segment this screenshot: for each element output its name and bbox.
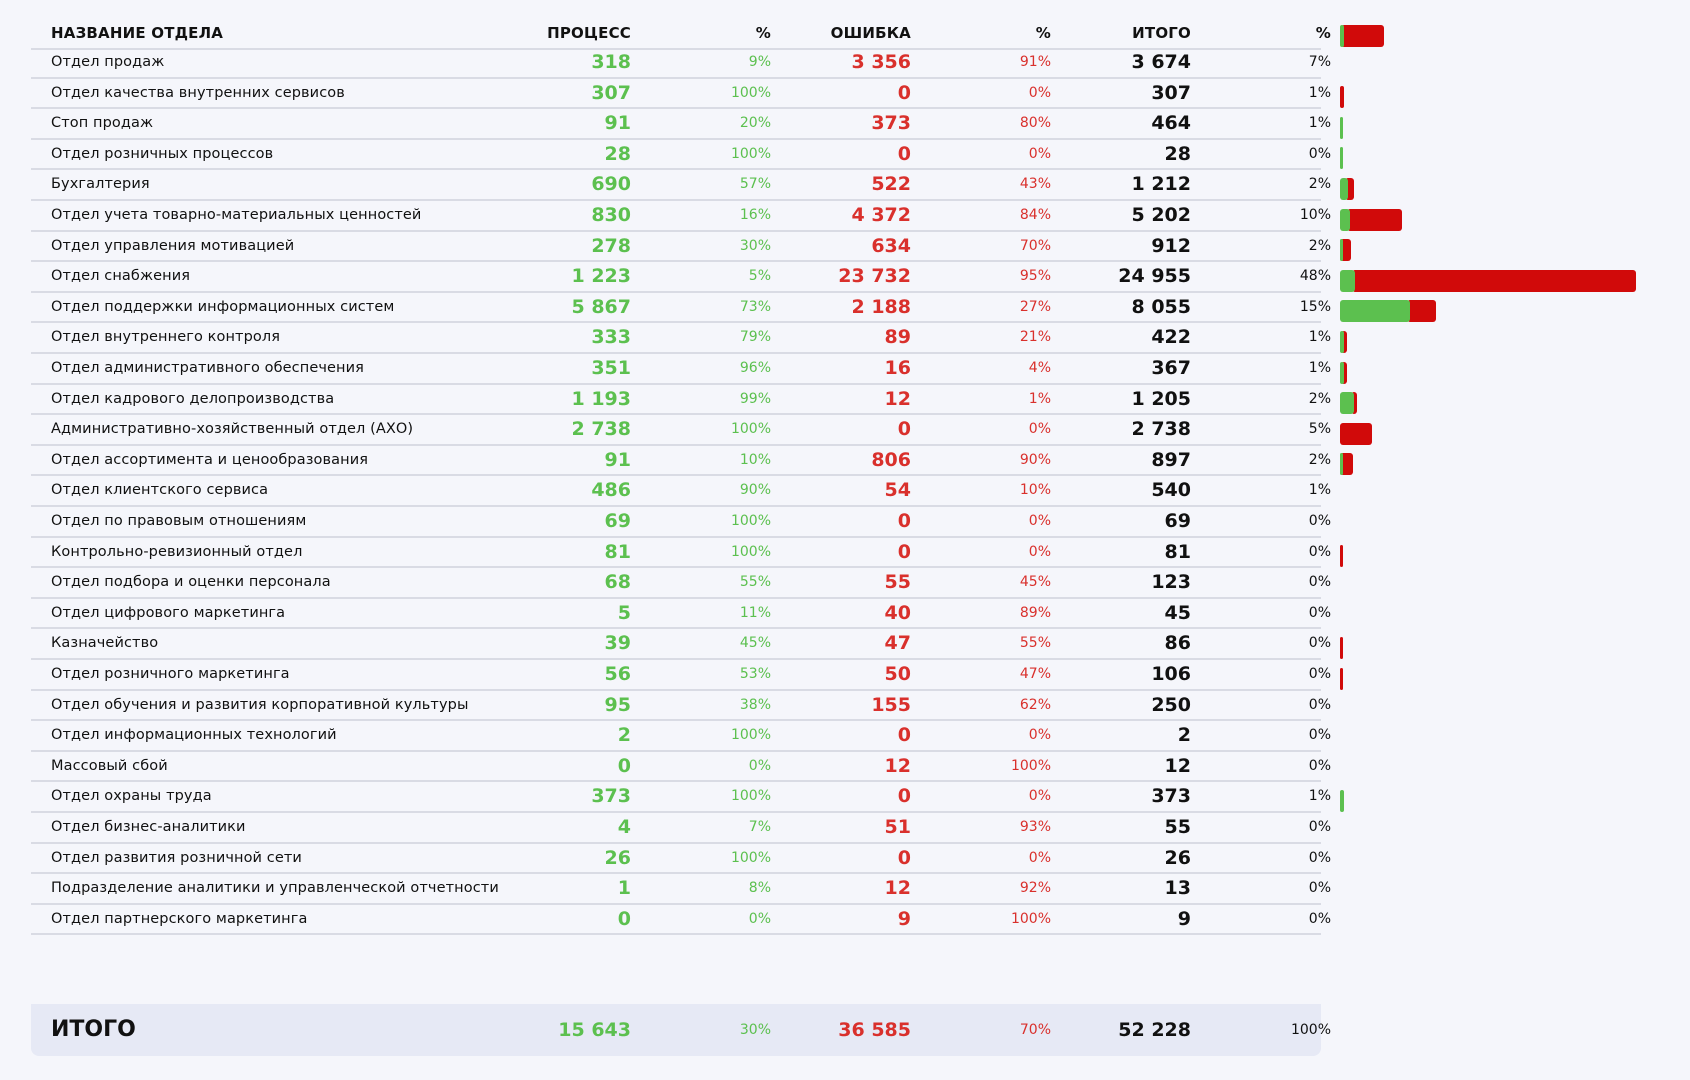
departments-table xyxy=(31,14,1331,1056)
row-total: 123 xyxy=(1151,571,1191,594)
row-error: 373 xyxy=(871,112,911,135)
row-process-pct: 100% xyxy=(730,421,771,438)
row-name: Отдел управления мотивацией xyxy=(51,237,295,254)
row-process: 56 xyxy=(604,663,631,685)
row-name: Бухгалтерия xyxy=(51,176,150,193)
row-error: 12 xyxy=(884,754,911,777)
totals-label: ИТОГО xyxy=(51,1017,136,1042)
row-process-pct: 100% xyxy=(730,849,771,866)
row-error-pct: 55% xyxy=(1019,635,1051,652)
row-total: 250 xyxy=(1151,693,1191,716)
table-row[interactable] xyxy=(31,323,1331,354)
stacked-bar-chart xyxy=(1340,14,1680,1056)
row-process-pct: 100% xyxy=(730,543,771,560)
row-error: 0 xyxy=(897,510,911,532)
row-total-pct: 1% xyxy=(1308,84,1331,101)
row-total-pct: 2% xyxy=(1308,451,1331,468)
row-total: 1 212 xyxy=(1131,173,1191,196)
row-error-pct: 95% xyxy=(1019,268,1051,285)
row-error: 16 xyxy=(884,357,911,379)
row-process: 1 193 xyxy=(571,387,631,410)
row-error: 12 xyxy=(884,387,911,410)
row-name: Отдел партнерского маркетинга xyxy=(51,910,308,927)
row-total-pct: 15% xyxy=(1299,298,1331,315)
row-process: 0 xyxy=(617,907,631,930)
row-total-pct: 7% xyxy=(1308,54,1331,70)
row-process: 351 xyxy=(591,357,631,379)
row-process-pct: 30% xyxy=(739,237,771,254)
row-process-pct: 5% xyxy=(748,268,771,285)
row-error: 3 356 xyxy=(851,51,911,73)
row-total-pct: 0% xyxy=(1308,635,1331,652)
row-total-pct: 2% xyxy=(1308,237,1331,254)
row-process-pct: 11% xyxy=(739,604,771,621)
row-error: 47 xyxy=(884,632,911,655)
row-process-pct: 45% xyxy=(739,635,771,652)
row-total: 24 955 xyxy=(1118,265,1191,288)
row-process: 4 xyxy=(617,816,631,838)
row-total: 3 674 xyxy=(1131,51,1191,73)
row-total-pct: 48% xyxy=(1299,268,1331,285)
table-row[interactable] xyxy=(31,293,1331,324)
row-error-pct: 0% xyxy=(1028,849,1051,866)
row-process-pct: 16% xyxy=(739,207,771,223)
table-row[interactable] xyxy=(31,48,1331,79)
table-row[interactable] xyxy=(31,721,1331,752)
table-row[interactable] xyxy=(31,752,1331,783)
row-total: 464 xyxy=(1151,112,1191,135)
row-process-pct: 99% xyxy=(739,390,771,407)
header-process-pct[interactable]: % xyxy=(755,24,771,42)
totals-total-pct: 100% xyxy=(1290,1022,1331,1038)
bar-process xyxy=(1340,392,1354,414)
table-row[interactable] xyxy=(31,599,1331,630)
row-process: 26 xyxy=(604,846,631,869)
row-total: 12 xyxy=(1164,754,1191,777)
row-process-pct: 79% xyxy=(739,329,771,346)
row-process-pct: 100% xyxy=(730,788,771,805)
row-error: 0 xyxy=(897,724,911,747)
row-process: 91 xyxy=(604,448,631,471)
row-name: Отдел информационных технологий xyxy=(51,727,337,744)
row-total-pct: 0% xyxy=(1308,574,1331,591)
row-error-pct: 0% xyxy=(1028,421,1051,438)
row-name: Отдел охраны труда xyxy=(51,788,212,805)
bar-process xyxy=(1340,25,1344,47)
row-total-pct: 1% xyxy=(1308,482,1331,499)
row-total-pct: 0% xyxy=(1308,880,1331,897)
table-row[interactable] xyxy=(31,844,1331,875)
table-row[interactable] xyxy=(31,262,1331,293)
row-total: 367 xyxy=(1151,357,1191,379)
bar-process xyxy=(1340,239,1343,261)
row-name: Отдел цифрового маркетинга xyxy=(51,604,286,621)
row-error-pct: 89% xyxy=(1019,604,1051,621)
header-total[interactable]: ИТОГО xyxy=(1132,24,1191,42)
row-total-pct: 2% xyxy=(1308,176,1331,193)
row-process: 830 xyxy=(591,204,631,226)
row-total-pct: 1% xyxy=(1308,329,1331,346)
row-name: Контрольно-ревизионный отдел xyxy=(51,543,303,560)
bar-error xyxy=(1340,668,1343,690)
row-total-pct: 1% xyxy=(1308,115,1331,132)
row-total-pct: 1% xyxy=(1308,788,1331,805)
bar-error xyxy=(1407,300,1436,322)
row-error: 2 188 xyxy=(851,295,911,318)
row-error: 54 xyxy=(884,479,911,502)
bar-error xyxy=(1352,270,1636,292)
row-total-pct: 1% xyxy=(1308,360,1331,376)
row-error-pct: 80% xyxy=(1019,115,1051,132)
row-error-pct: 91% xyxy=(1019,54,1051,70)
header-process[interactable]: ПРОЦЕСС xyxy=(547,24,631,42)
row-total-pct: 2% xyxy=(1308,390,1331,407)
row-process: 486 xyxy=(591,479,631,502)
row-error: 522 xyxy=(871,173,911,196)
row-error-pct: 47% xyxy=(1019,666,1051,682)
table-row[interactable] xyxy=(31,660,1331,691)
row-process: 81 xyxy=(604,540,631,563)
row-error: 0 xyxy=(897,785,911,808)
row-error: 634 xyxy=(871,234,911,257)
row-name: Административно-хозяйственный отдел (АХО) xyxy=(51,421,414,438)
row-process-pct: 8% xyxy=(748,880,771,897)
row-process: 68 xyxy=(604,571,631,594)
row-error: 4 372 xyxy=(851,204,911,226)
bar-process xyxy=(1340,453,1343,475)
row-process: 690 xyxy=(591,173,631,196)
row-process: 39 xyxy=(604,632,631,655)
bar-process xyxy=(1340,117,1343,139)
row-process: 1 xyxy=(617,877,631,900)
row-total: 373 xyxy=(1151,785,1191,808)
table-header xyxy=(31,14,1331,50)
row-total: 2 xyxy=(1177,724,1191,747)
table-row[interactable] xyxy=(31,905,1331,936)
row-process-pct: 9% xyxy=(748,54,771,70)
row-process-pct: 10% xyxy=(739,451,771,468)
row-name: Отдел розничных процессов xyxy=(51,145,274,162)
row-process-pct: 96% xyxy=(739,360,771,376)
bar-process xyxy=(1340,270,1355,292)
row-total-pct: 0% xyxy=(1308,910,1331,927)
table-row[interactable] xyxy=(31,140,1331,171)
row-total-pct: 5% xyxy=(1308,421,1331,438)
row-process-pct: 90% xyxy=(739,482,771,499)
row-name: Отдел внутреннего контроля xyxy=(51,329,281,346)
table-row[interactable] xyxy=(31,109,1331,140)
row-error: 0 xyxy=(897,81,911,104)
row-total: 422 xyxy=(1151,326,1191,349)
row-error: 806 xyxy=(871,448,911,471)
table-row[interactable] xyxy=(31,629,1331,660)
row-error-pct: 21% xyxy=(1019,329,1051,346)
totals-total: 52 228 xyxy=(1118,1019,1191,1041)
row-total-pct: 0% xyxy=(1308,757,1331,774)
row-name: Отдел развития розничной сети xyxy=(51,849,302,866)
bar-error xyxy=(1340,86,1344,108)
row-total: 1 205 xyxy=(1131,387,1191,410)
row-error-pct: 100% xyxy=(1010,757,1051,774)
row-process-pct: 100% xyxy=(730,145,771,162)
bar-process xyxy=(1340,209,1350,231)
row-error-pct: 92% xyxy=(1019,880,1051,897)
row-process: 2 738 xyxy=(571,418,631,441)
row-error-pct: 93% xyxy=(1019,819,1051,835)
row-error-pct: 0% xyxy=(1028,543,1051,560)
row-name: Отдел административного обеспечения xyxy=(51,360,364,376)
row-name: Отдел кадрового делопроизводства xyxy=(51,390,335,407)
row-process: 28 xyxy=(604,142,631,165)
table-row[interactable] xyxy=(31,170,1331,201)
row-name: Отдел поддержки информационных систем xyxy=(51,298,395,315)
table-row[interactable] xyxy=(31,385,1331,416)
row-error-pct: 100% xyxy=(1010,910,1051,927)
row-process: 95 xyxy=(604,693,631,716)
row-total: 69 xyxy=(1164,510,1191,532)
table-row[interactable] xyxy=(31,538,1331,569)
header-name[interactable]: НАЗВАНИЕ ОТДЕЛА xyxy=(51,24,224,42)
row-process-pct: 0% xyxy=(748,757,771,774)
row-error: 89 xyxy=(884,326,911,349)
row-name: Отдел клиентского сервиса xyxy=(51,482,269,499)
row-error-pct: 1% xyxy=(1028,390,1051,407)
row-name: Отдел подбора и оценки персонала xyxy=(51,574,331,591)
row-error: 40 xyxy=(884,601,911,624)
row-process: 278 xyxy=(591,234,631,257)
row-process: 69 xyxy=(604,510,631,532)
totals-process: 15 643 xyxy=(558,1019,631,1041)
row-process-pct: 38% xyxy=(739,696,771,713)
row-total-pct: 0% xyxy=(1308,666,1331,682)
row-process: 0 xyxy=(617,754,631,777)
row-error-pct: 10% xyxy=(1019,482,1051,499)
row-process-pct: 73% xyxy=(739,298,771,315)
row-total: 86 xyxy=(1164,632,1191,655)
row-name: Отдел розничного маркетинга xyxy=(51,666,290,682)
row-process: 333 xyxy=(591,326,631,349)
bar-error xyxy=(1340,423,1372,445)
row-error-pct: 90% xyxy=(1019,451,1051,468)
row-process-pct: 0% xyxy=(748,910,771,927)
table-row[interactable] xyxy=(31,446,1331,477)
row-total-pct: 0% xyxy=(1308,727,1331,744)
bar-error xyxy=(1347,209,1402,231)
table-row[interactable] xyxy=(31,813,1331,844)
row-process: 5 xyxy=(617,601,631,624)
row-error-pct: 62% xyxy=(1019,696,1051,713)
bar-error xyxy=(1341,25,1384,47)
header-total-pct[interactable]: % xyxy=(1315,24,1331,42)
bar-process xyxy=(1340,790,1344,812)
row-total: 897 xyxy=(1151,448,1191,471)
row-name: Массовый сбой xyxy=(51,757,168,774)
table-row[interactable] xyxy=(31,201,1331,232)
bar-error xyxy=(1340,637,1343,659)
row-total: 26 xyxy=(1164,846,1191,869)
row-process: 307 xyxy=(591,81,631,104)
row-error: 9 xyxy=(897,907,911,930)
row-total-pct: 0% xyxy=(1308,696,1331,713)
row-total: 106 xyxy=(1151,663,1191,685)
table-row[interactable] xyxy=(31,354,1331,385)
row-total: 13 xyxy=(1164,877,1191,900)
totals-error-pct: 70% xyxy=(1019,1022,1051,1038)
bar-process xyxy=(1340,147,1343,169)
row-name: Подразделение аналитики и управленческой отчетности xyxy=(51,880,499,897)
row-process-pct: 53% xyxy=(739,666,771,682)
row-error-pct: 0% xyxy=(1028,727,1051,744)
row-process: 2 xyxy=(617,724,631,747)
row-total: 45 xyxy=(1164,601,1191,624)
row-process: 373 xyxy=(591,785,631,808)
totals-process-pct: 30% xyxy=(739,1022,771,1038)
row-error: 12 xyxy=(884,877,911,900)
row-total-pct: 0% xyxy=(1308,145,1331,162)
table-row[interactable] xyxy=(31,782,1331,813)
row-process-pct: 100% xyxy=(730,513,771,529)
row-error-pct: 45% xyxy=(1019,574,1051,591)
row-process: 318 xyxy=(591,51,631,73)
row-error-pct: 4% xyxy=(1028,360,1051,376)
row-total: 8 055 xyxy=(1131,295,1191,318)
row-name: Отдел ассортимента и ценообразования xyxy=(51,451,369,468)
row-error: 51 xyxy=(884,816,911,838)
table-row[interactable] xyxy=(31,691,1331,722)
row-total: 81 xyxy=(1164,540,1191,563)
row-process: 91 xyxy=(604,112,631,135)
table-row[interactable] xyxy=(31,79,1331,110)
row-error-pct: 0% xyxy=(1028,84,1051,101)
row-name: Отдел качества внутренних сервисов xyxy=(51,84,345,101)
row-total: 912 xyxy=(1151,234,1191,257)
totals-error: 36 585 xyxy=(838,1019,911,1041)
row-error: 0 xyxy=(897,142,911,165)
row-process: 1 223 xyxy=(571,265,631,288)
table-row[interactable] xyxy=(31,874,1331,905)
row-error-pct: 0% xyxy=(1028,788,1051,805)
row-error-pct: 0% xyxy=(1028,145,1051,162)
bar-process xyxy=(1340,300,1410,322)
row-total: 55 xyxy=(1164,816,1191,838)
row-error-pct: 43% xyxy=(1019,176,1051,193)
row-total: 5 202 xyxy=(1131,204,1191,226)
row-error: 50 xyxy=(884,663,911,685)
row-total: 9 xyxy=(1177,907,1191,930)
row-error-pct: 0% xyxy=(1028,513,1051,529)
row-name: Отдел продаж xyxy=(51,54,165,70)
bar-process xyxy=(1340,178,1348,200)
table-row[interactable] xyxy=(31,415,1331,446)
header-error-pct[interactable]: % xyxy=(1035,24,1051,42)
table-row[interactable] xyxy=(31,476,1331,507)
row-process: 5 867 xyxy=(571,295,631,318)
row-process-pct: 100% xyxy=(730,84,771,101)
row-total: 28 xyxy=(1164,142,1191,165)
row-name: Отдел обучения и развития корпоративной культуры xyxy=(51,696,469,713)
row-total-pct: 0% xyxy=(1308,513,1331,529)
row-error-pct: 27% xyxy=(1019,298,1051,315)
row-process-pct: 100% xyxy=(730,727,771,744)
table-row[interactable] xyxy=(31,507,1331,538)
row-name: Отдел бизнес-аналитики xyxy=(51,819,246,835)
row-total-pct: 0% xyxy=(1308,604,1331,621)
row-process-pct: 7% xyxy=(748,819,771,835)
row-total: 307 xyxy=(1151,81,1191,104)
row-total-pct: 0% xyxy=(1308,543,1331,560)
table-row[interactable] xyxy=(31,568,1331,599)
row-error: 155 xyxy=(871,693,911,716)
row-name: Отдел по правовым отношениям xyxy=(51,513,307,529)
row-name: Отдел снабжения xyxy=(51,268,191,285)
row-error-pct: 84% xyxy=(1019,207,1051,223)
row-error: 0 xyxy=(897,846,911,869)
bar-process xyxy=(1340,362,1344,384)
row-name: Отдел учета товарно-материальных ценностей xyxy=(51,207,422,223)
row-error-pct: 70% xyxy=(1019,237,1051,254)
row-total-pct: 0% xyxy=(1308,819,1331,835)
row-error: 23 732 xyxy=(838,265,911,288)
row-process-pct: 20% xyxy=(739,115,771,132)
row-process-pct: 57% xyxy=(739,176,771,193)
row-name: Стоп продаж xyxy=(51,115,154,132)
totals-row xyxy=(31,1004,1331,1056)
row-error: 0 xyxy=(897,540,911,563)
row-total-pct: 0% xyxy=(1308,849,1331,866)
row-total: 540 xyxy=(1151,479,1191,502)
row-error: 0 xyxy=(897,418,911,441)
row-total-pct: 10% xyxy=(1299,207,1331,223)
row-total: 2 738 xyxy=(1131,418,1191,441)
table-row[interactable] xyxy=(31,232,1331,263)
row-name: Казначейство xyxy=(51,635,159,652)
row-process-pct: 55% xyxy=(739,574,771,591)
bar-process xyxy=(1340,331,1344,353)
row-error: 55 xyxy=(884,571,911,594)
header-error[interactable]: ОШИБКА xyxy=(830,24,911,42)
bar-error xyxy=(1340,545,1343,567)
